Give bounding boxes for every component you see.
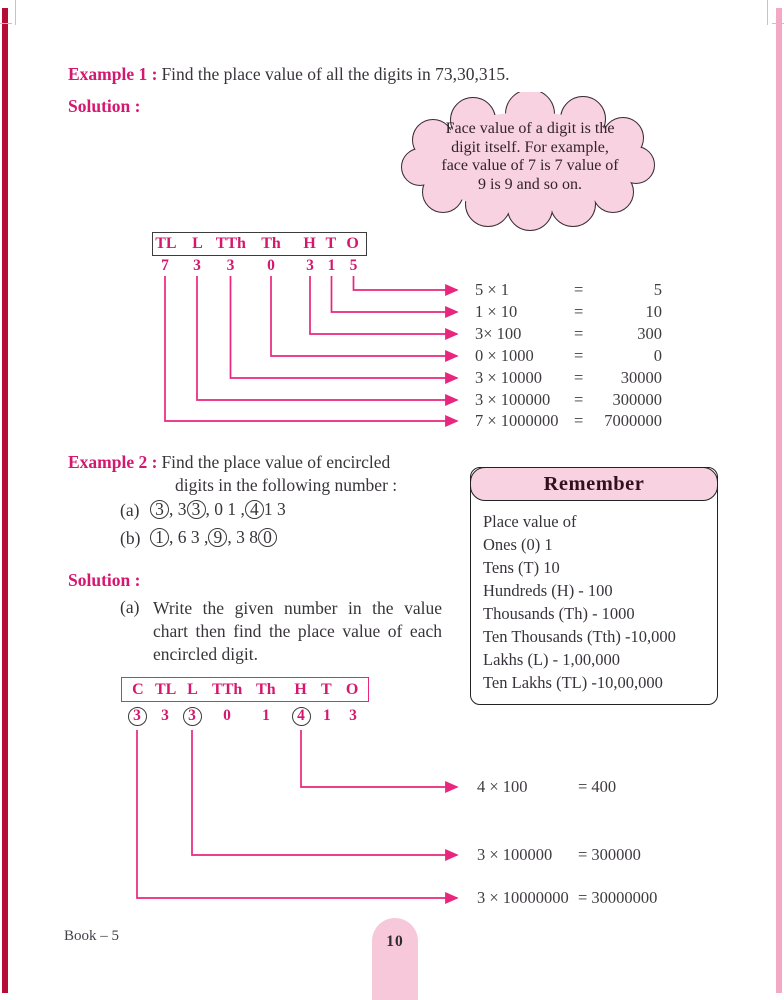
- example2-question-line2: digits in the following number :: [175, 475, 398, 495]
- chart-digit-cell: 0: [223, 707, 231, 724]
- digit-text: , 3: [169, 498, 187, 519]
- chart-header-cell: T: [325, 235, 337, 252]
- connector-line: [192, 730, 457, 855]
- chart-header-cell: H: [303, 235, 316, 252]
- chart-digit-cell: 3: [306, 257, 314, 274]
- calc-expression: 1 × 10: [475, 302, 518, 321]
- cloud-text-line: 9 is 9 and so on.: [478, 175, 582, 193]
- encircled-digit: 4: [292, 707, 311, 726]
- calc-result: 7000000: [604, 411, 662, 430]
- chart-digit-cell: 7: [161, 257, 169, 274]
- page-number-tab: [372, 918, 418, 1000]
- calc-result: = 30000000: [578, 888, 658, 907]
- calc-expression: 3 × 100000: [477, 845, 553, 864]
- chart-header-cell: C: [132, 680, 144, 698]
- chart-header-cell: TL: [154, 680, 177, 698]
- equals-sign: =: [574, 390, 584, 409]
- remember-line: Place value of: [483, 512, 577, 531]
- calc-row: [475, 411, 662, 431]
- chart-digit-cell: 1: [323, 707, 331, 724]
- chart-digit-cell: 3: [226, 257, 235, 274]
- chart-digit-cell: 3: [349, 707, 357, 724]
- item-b-number: [150, 525, 277, 549]
- calc-result: 30000: [620, 368, 662, 387]
- calc-row: [475, 346, 662, 366]
- connector-line: [354, 276, 458, 290]
- example2-question-line1: Find the place value of encircled: [161, 452, 391, 472]
- encircled-digit: 0: [258, 528, 277, 547]
- calc-expression: 7 × 1000000: [475, 411, 559, 430]
- calc-row: [475, 324, 662, 344]
- calc-result: 0: [653, 346, 662, 365]
- example1-solution-label: Solution :: [68, 96, 141, 116]
- example1-question: Find the place value of all the digits in 73,30,315.: [161, 64, 510, 84]
- place-value-chart2-digits: [121, 704, 369, 728]
- chart-digit-cell: 3: [161, 707, 169, 724]
- example1-label: Example 1 :: [68, 64, 158, 84]
- remember-title: Remember: [543, 472, 645, 495]
- encircled-digit: 3: [128, 707, 147, 726]
- chart-digit-cell: [177, 704, 207, 728]
- remember-line: Tens (T) 10: [483, 558, 560, 577]
- calc-result: 5: [653, 280, 662, 299]
- chart-header-cell: T: [320, 680, 332, 698]
- chart-digit-cell: 3: [193, 257, 201, 274]
- solution-a-text: Write the given number in the value chart then find the place value of each encircled digit.: [153, 598, 442, 664]
- chart-digit-cell: 5: [349, 257, 358, 274]
- calc-result: 300: [637, 324, 662, 343]
- example2-label: Example 2 :: [68, 452, 158, 472]
- chart-digit-cell: 1: [327, 257, 336, 274]
- connector-line: [197, 276, 457, 400]
- cloud-text-line: face value of 7 is 7 value of: [441, 157, 619, 174]
- calc-expression: 3 × 10000: [475, 368, 543, 387]
- example1-heading: [68, 64, 509, 85]
- equals-sign: =: [574, 368, 584, 387]
- calc-expression: 3× 100: [475, 324, 522, 343]
- encircled-digit: 3: [183, 707, 202, 726]
- chart-header-cell: O: [346, 235, 359, 252]
- calc-row: [477, 845, 697, 865]
- chart-digit-cell: 0: [267, 257, 275, 274]
- calc-expression: 0 × 1000: [475, 346, 534, 365]
- calc-result: = 400: [578, 777, 617, 796]
- connector-line: [231, 276, 458, 378]
- chart-header-cell: O: [345, 680, 359, 698]
- item-a-label: (a): [120, 500, 140, 520]
- place-value-chart1-header: [152, 232, 367, 256]
- example2-heading: [68, 452, 390, 473]
- chart-header-cell: L: [187, 680, 198, 698]
- calc-row: [475, 390, 662, 410]
- calc-row: [475, 368, 662, 388]
- equals-sign: =: [574, 324, 584, 343]
- chart-header-cell: Th: [256, 680, 276, 698]
- remember-body: [470, 467, 718, 705]
- calc-row: [475, 302, 662, 322]
- calc-result: 300000: [612, 390, 662, 409]
- connector-line: [332, 276, 458, 312]
- item-a-number: [150, 497, 286, 521]
- connector-line: [137, 730, 457, 898]
- remember-header: [470, 467, 718, 501]
- digit-text: , 6 3 ,: [169, 526, 209, 547]
- connector-line: [271, 276, 457, 356]
- book-label: Book – 5: [64, 928, 120, 944]
- chart-header-cell: Th: [261, 235, 281, 252]
- digit-text: , 3 8: [227, 526, 258, 547]
- chart-digit-cell: 1: [262, 707, 270, 724]
- chart-header-cell: L: [192, 235, 203, 252]
- connector-line: [301, 730, 457, 787]
- remember-line: Ones (0) 1: [483, 535, 553, 554]
- page-number: 10: [386, 933, 404, 950]
- encircled-digit: 9: [208, 528, 227, 547]
- equals-sign: =: [574, 280, 584, 299]
- digit-text: 1 3: [263, 498, 286, 519]
- encircled-digit: 1: [150, 528, 169, 547]
- cloud-text-line: digit itself. For example,: [451, 138, 609, 156]
- encircled-digit: 3: [150, 500, 169, 519]
- digit-text: , 0 1 ,: [205, 498, 245, 519]
- place-value-chart2-header: [121, 677, 369, 702]
- calc-expression: 3 × 100000: [475, 390, 551, 409]
- equals-sign: =: [574, 411, 584, 430]
- calc-row: [477, 888, 697, 908]
- equals-sign: =: [574, 302, 584, 321]
- calc-result: = 300000: [578, 845, 641, 864]
- place-value-chart1-digits: [152, 256, 367, 276]
- chart-digit-cell: [121, 704, 153, 728]
- encircled-digit: 4: [245, 500, 264, 519]
- solution-a-label: (a): [120, 597, 140, 617]
- calc-row: [475, 280, 662, 300]
- chart-header-cell: TTh: [212, 680, 243, 698]
- calc-result: 10: [645, 302, 662, 321]
- chart-digit-cell: [285, 704, 317, 728]
- equals-sign: =: [574, 346, 584, 365]
- example2-solution-label: Solution :: [68, 570, 141, 590]
- cloud-text: [408, 120, 652, 194]
- remember-line: Ten Lakhs (TL) -10,00,000: [483, 673, 663, 692]
- remember-line: Thousands (Th) - 1000: [483, 604, 635, 623]
- remember-line: Ten Thousands (Tth) -10,000: [483, 627, 676, 646]
- remember-line: Hundreds (H) - 100: [483, 581, 613, 600]
- chart-header-cell: H: [294, 680, 307, 698]
- item-b-label: (b): [120, 528, 141, 548]
- remember-box: [470, 467, 718, 705]
- calc-expression: 5 × 1: [475, 280, 510, 299]
- calc-row: [477, 777, 697, 797]
- encircled-digit: 3: [187, 500, 206, 519]
- remember-line: Lakhs (L) - 1,00,000: [483, 650, 621, 669]
- chart-header-cell: TL: [155, 235, 177, 252]
- calc-expression: 4 × 100: [477, 777, 528, 796]
- cloud-text-line: Face value of a digit is the: [445, 120, 615, 137]
- chart-header-cell: TTh: [215, 235, 246, 252]
- calc-expression: 3 × 10000000: [477, 888, 569, 907]
